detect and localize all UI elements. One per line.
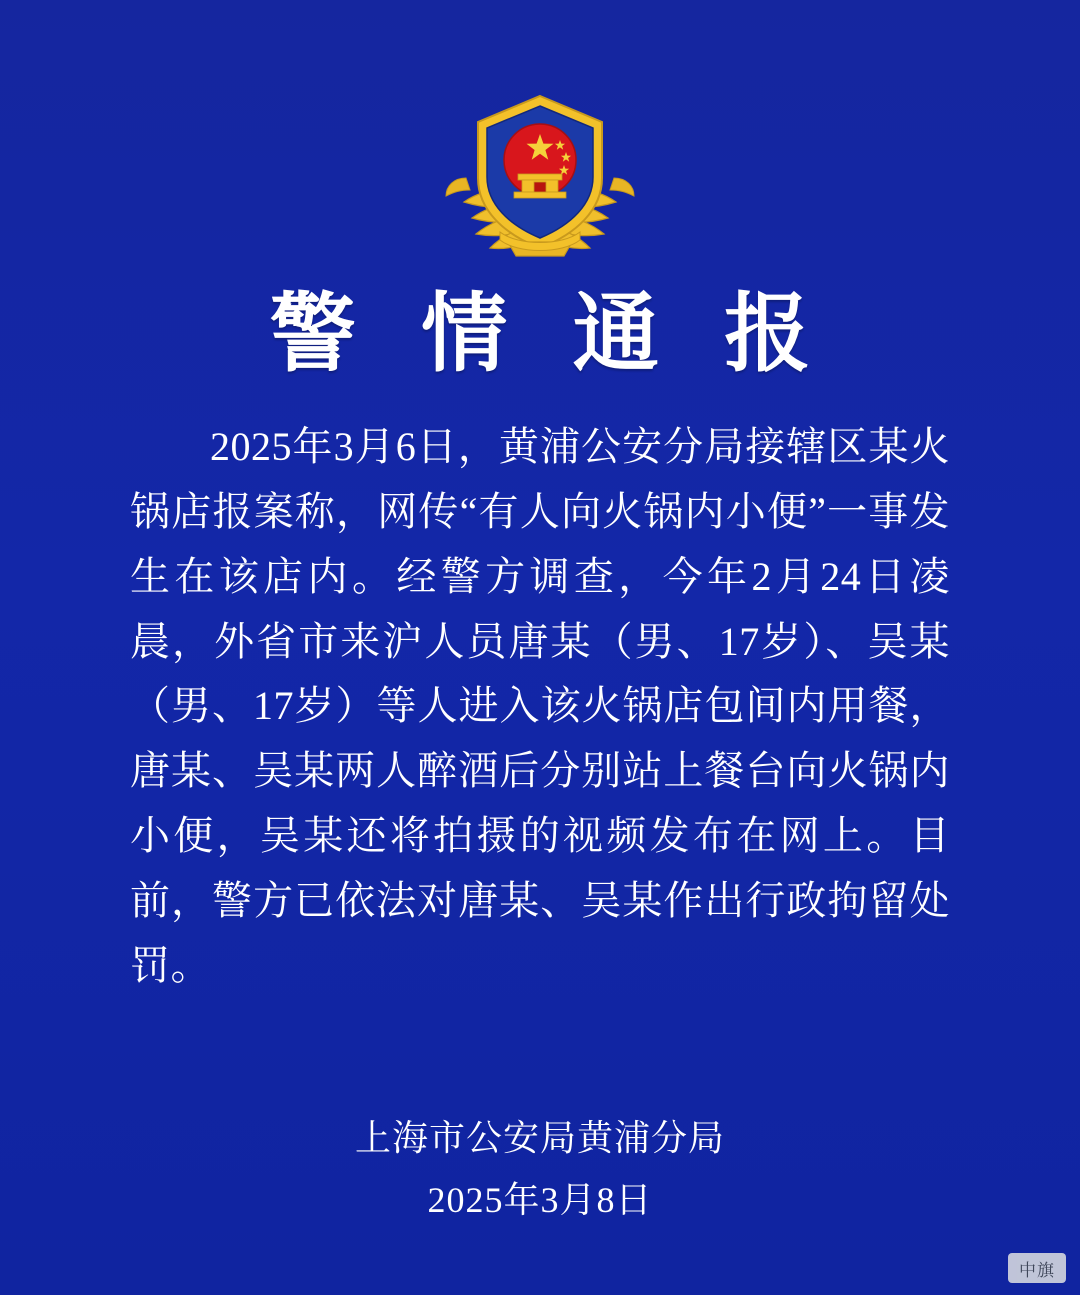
page-title: 警 情 通 报 [269,286,833,382]
signature-date: 2025年3月8日 [427,1180,653,1220]
emblem-container [430,82,650,267]
watermark-badge: 中旗 [1008,1253,1066,1283]
signature-block [0,1111,1080,1227]
signature-organization: 上海市公安局黄浦分局 [354,1118,725,1158]
chinese-police-emblem-icon [430,82,650,267]
notice-body-text: 2025年3月6日，黄浦公安分局接辖区某火锅店报案称，网传“有人向火锅内小便”一事发生在该店内。经警方调查，今年2月24日凌晨，外省市来沪人员唐某（男、17岁）、吴某（男、17岁）等人进入该火锅店包间内用餐，唐某、吴某两人醉酒后分别站上餐台向火锅内小便，吴某还将拍摄的视频发布在网上。目前，警方已依法对唐某、吴某作出行政拘留处罚。 [130,424,950,988]
